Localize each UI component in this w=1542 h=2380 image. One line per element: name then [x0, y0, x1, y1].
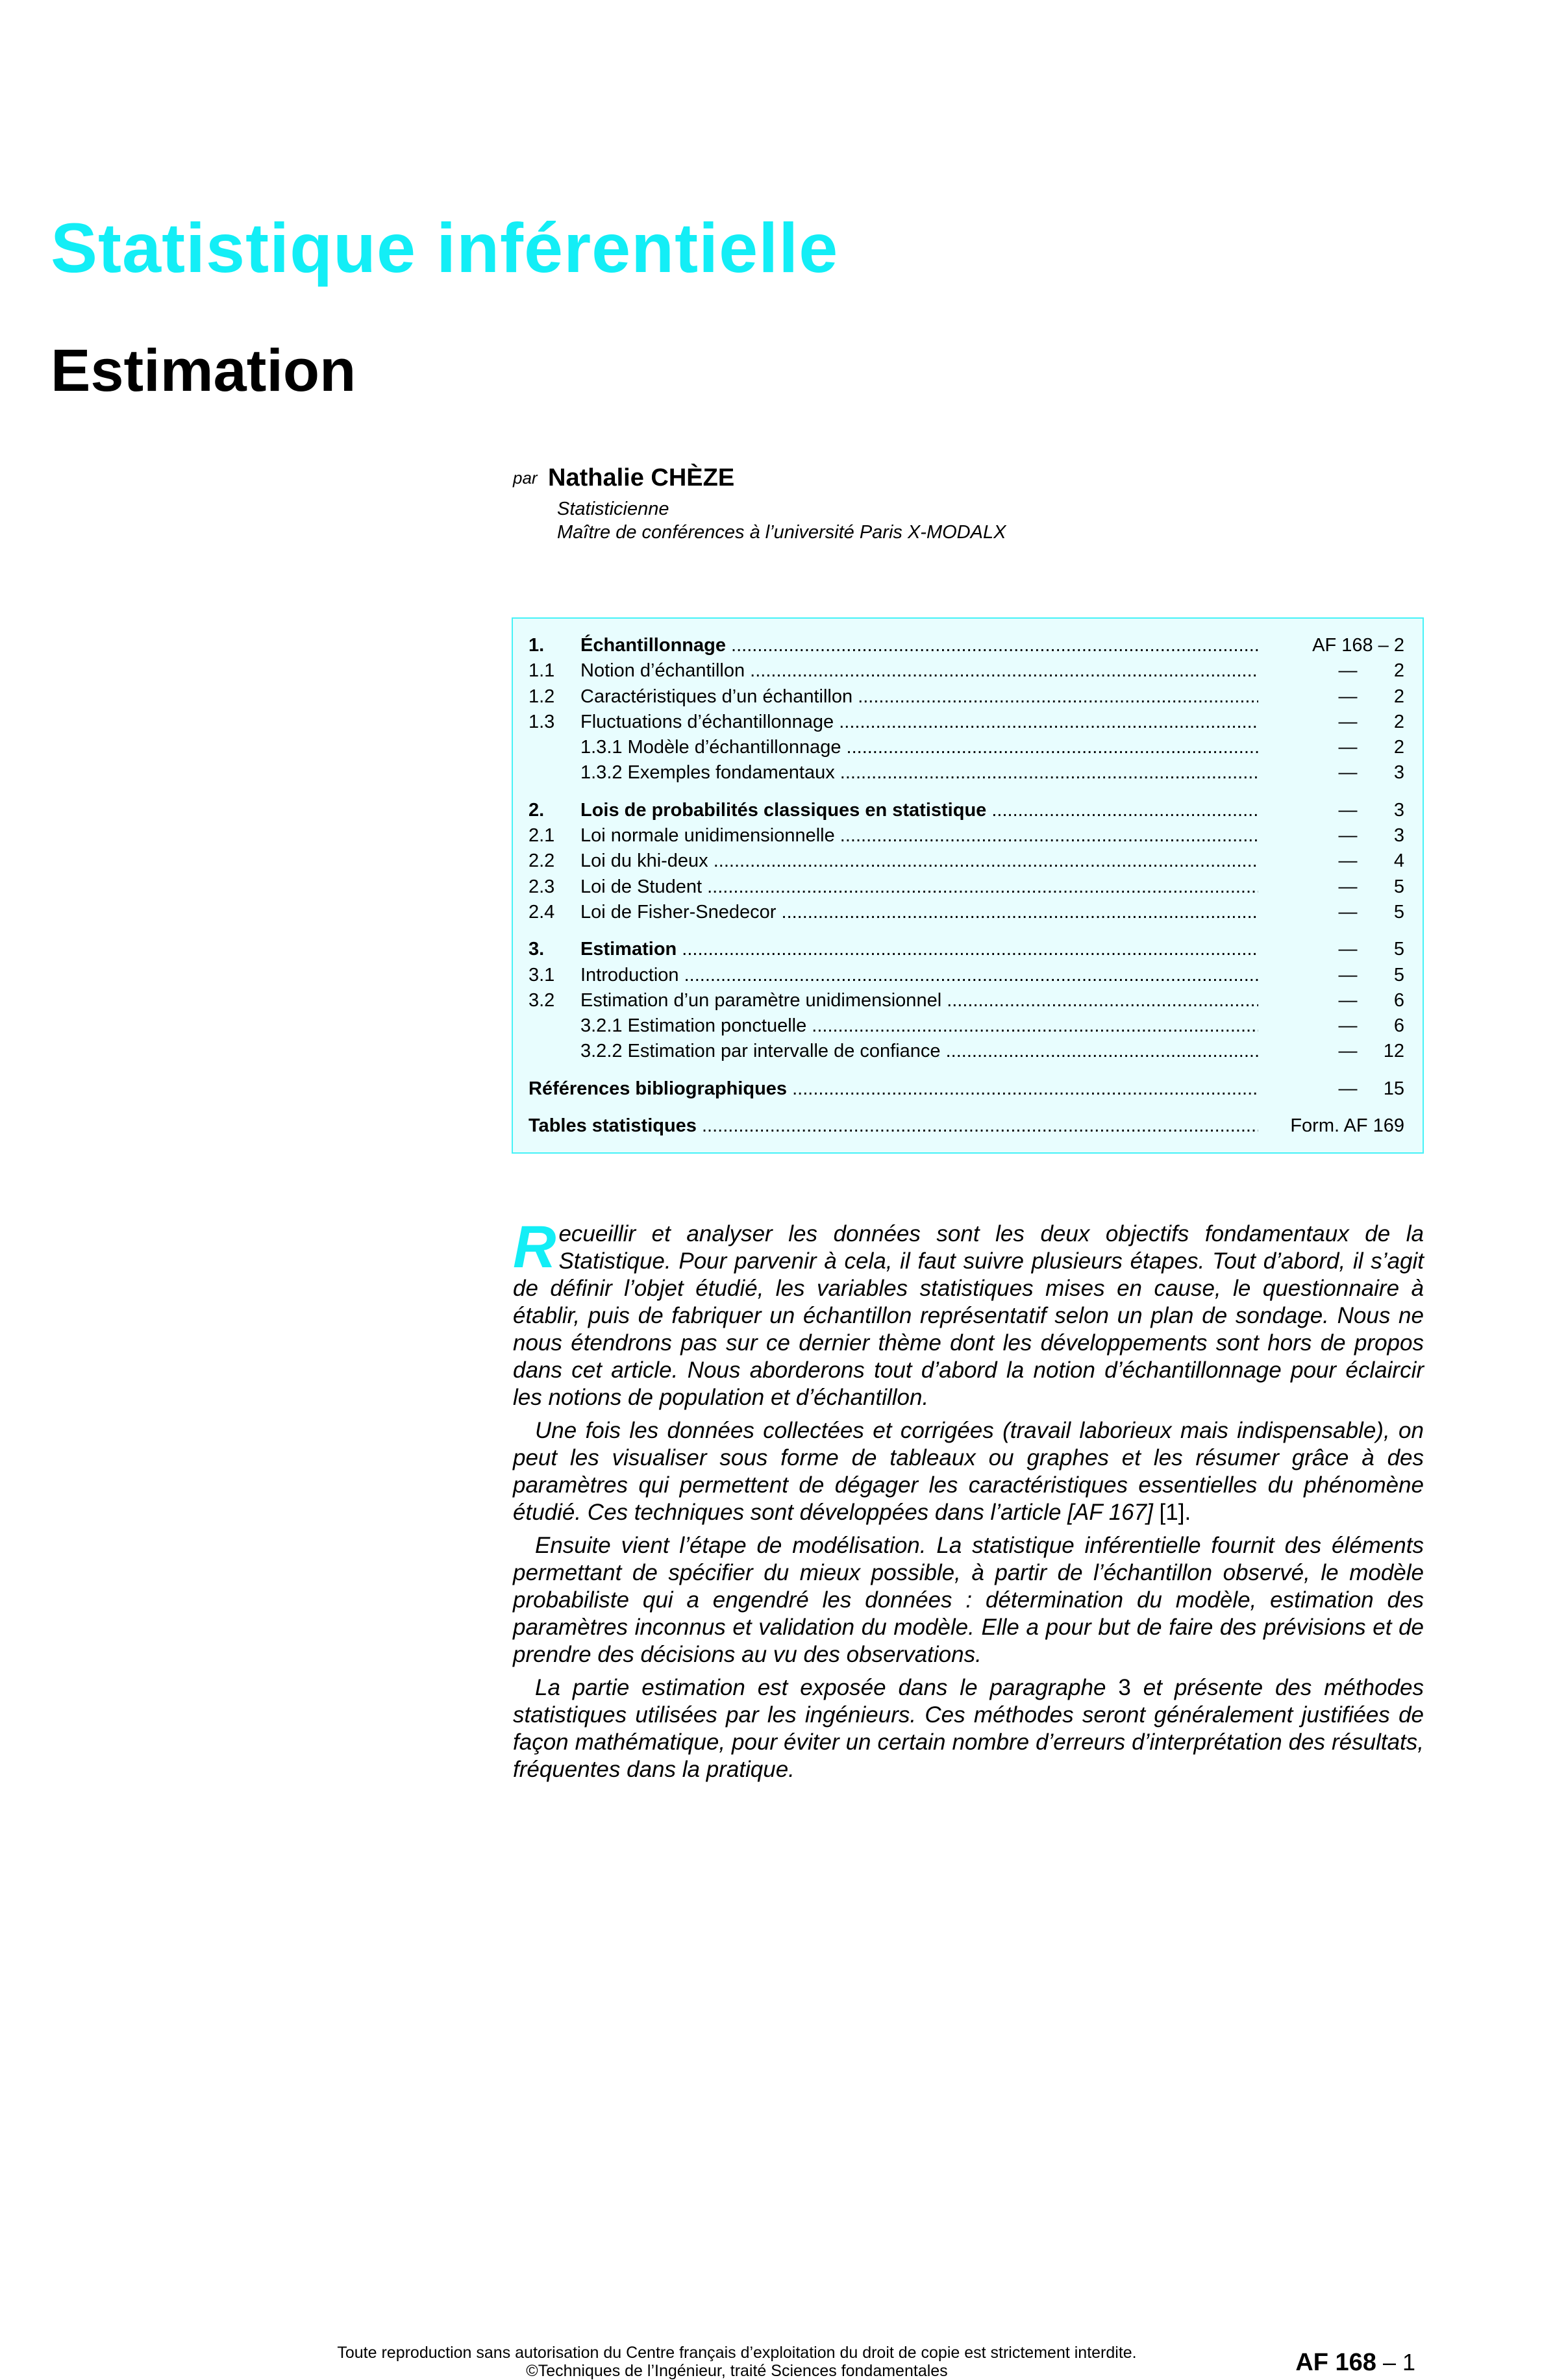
author-line: [513, 464, 734, 492]
toc-entry-text: Loi du khi-deux: [580, 850, 708, 872]
toc-page-ref: — 6: [1338, 989, 1404, 1011]
toc-number: 3.2: [529, 989, 555, 1011]
toc-row: [529, 988, 1404, 1013]
page-number: [1295, 2349, 1415, 2377]
toc-entry-text: Tables statistiques: [529, 1115, 697, 1137]
toc-entry-label: [580, 849, 1258, 874]
intro-paragraph-2: [513, 1417, 1424, 1526]
toc-entry-label: [580, 963, 1258, 988]
drop-cap: R: [513, 1214, 556, 1280]
page-title: Statistique inférentielle: [51, 208, 839, 287]
intro-paragraph-3: [513, 1532, 1424, 1668]
toc-entry-text: 3.2.2 Estimation par intervalle de confiance: [580, 1041, 941, 1062]
toc-number: 1.3: [529, 711, 555, 732]
toc-page-ref: — 6: [1338, 1015, 1404, 1037]
toc-number: 2.2: [529, 850, 555, 872]
toc-entry-label: [580, 710, 1258, 735]
toc-entry-text: Lois de probabilités classiques en statistique: [580, 799, 987, 821]
author-name: Nathalie CHÈZE: [548, 464, 735, 491]
toc-entry-label: [580, 937, 1258, 962]
toc-row: [529, 1039, 1404, 1064]
toc-page-ref: — 2: [1338, 737, 1404, 758]
intro-text-4b: et présente des méthodes statistiques utilisées par les ingénieurs. Ces méthodes seront généralement justifiées de façon mathématique, pour éviter un certain nombre d’erreurs d’interprétation des résultats, fréquentes dans la pratique.: [513, 1675, 1424, 1782]
document-ref: AF 168: [1295, 2349, 1376, 2376]
toc-page-ref: — 2: [1338, 660, 1404, 682]
toc-row: [529, 658, 1404, 684]
toc-row: [529, 937, 1404, 962]
toc-entry-label: [580, 1013, 1258, 1039]
toc-number: 2.1: [529, 825, 555, 847]
toc-page-ref: — 15: [1338, 1078, 1404, 1099]
toc-entry-text: 1.3.2 Exemples fondamentaux: [580, 762, 835, 784]
toc-entry-label: [580, 823, 1258, 849]
author-role: Statisticienne: [557, 499, 669, 519]
toc-entry-text: 3.2.1 Estimation ponctuelle: [580, 1015, 807, 1037]
toc-row: [529, 735, 1404, 760]
intro-paragraph-1: [513, 1214, 1424, 1411]
toc-entry-text: Loi de Student: [580, 876, 703, 897]
copyright-notice: Toute reproduction sans autorisation du Centre français d’exploitation du droit de copie est strictement interdite.: [337, 2344, 1137, 2362]
intro-paragraph-4: [513, 1674, 1424, 1783]
author-prefix: par: [513, 468, 538, 488]
toc-entry-label: [580, 760, 1258, 786]
toc-page-ref: — 5: [1338, 964, 1404, 985]
toc-row: [529, 849, 1404, 874]
toc-entry-text: Estimation: [580, 939, 677, 960]
toc-row: [529, 1076, 1404, 1102]
toc-page-ref: — 3: [1338, 825, 1404, 847]
toc-row: [529, 798, 1404, 823]
toc-page-ref: — 2: [1338, 686, 1404, 707]
toc-entry-label: [529, 1113, 1258, 1139]
toc-row: [529, 1013, 1404, 1039]
introduction: [513, 1214, 1424, 1789]
toc-entry-text: Notion d’échantillon: [580, 660, 745, 682]
intro-text-4a: La partie estimation est exposée dans le paragraphe: [535, 1675, 1106, 1700]
toc-number: 2.: [529, 799, 545, 821]
toc-entry-text: Références bibliographiques: [529, 1078, 788, 1099]
toc-number: 1.1: [529, 660, 555, 682]
toc-row: [529, 633, 1404, 658]
toc-number: 1.2: [529, 686, 555, 707]
toc-number: 2.4: [529, 901, 555, 923]
author-affiliation: Maître de conférences à l’université Paris X-MODALX: [557, 522, 1006, 543]
toc-entry-label: [580, 900, 1258, 925]
page-subtitle: Estimation: [51, 338, 356, 404]
toc-page-ref: — 3: [1338, 799, 1404, 821]
toc-row: [529, 900, 1404, 925]
bibliography-ref: [1].: [1152, 1500, 1191, 1525]
toc-row: [529, 684, 1404, 710]
toc-entry-label: [529, 1076, 1258, 1102]
toc-entry-label: [580, 988, 1258, 1013]
toc-entry-text: Caractéristiques d’un échantillon: [580, 686, 853, 707]
toc-entry-label: [580, 684, 1258, 710]
toc-entry-text: Fluctuations d’échantillonnage: [580, 711, 834, 732]
toc-page-ref: — 2: [1338, 711, 1404, 732]
toc-page-ref: — 3: [1338, 762, 1404, 784]
section-ref: 3: [1106, 1675, 1143, 1700]
toc-entry-label: [580, 798, 1258, 823]
toc-entry-label: [580, 1039, 1258, 1064]
toc-row: [529, 710, 1404, 735]
intro-text-1: ecueillir et analyser les données sont les deux objectifs fondamentaux de la Statistique. Pour parvenir à cela, il faut suivre plusieurs étapes. Tout d’abord, il s’agit de définir l’objet étudié, les variables statistiques mises en cause, le questionnaire à établir, puis de fabriquer un échantillon représentatif selon un plan de sondage. Nous ne nous étendrons pas sur ce dernier thème dont les développements sont hors de propos dans cet article. Nous aborderons tout d’abord la notion d’échantillonnage pour éclaircir les notions de population et d’échantillon.: [513, 1221, 1424, 1410]
page-suffix: – 1: [1376, 2349, 1415, 2375]
toc-entry-label: [580, 633, 1258, 658]
toc-number: 3.1: [529, 964, 555, 985]
toc-row: [529, 874, 1404, 900]
toc-number: 3.: [529, 939, 545, 960]
toc-entry-label: [580, 735, 1258, 760]
table-of-contents: [512, 617, 1424, 1154]
toc-entry-text: Loi normale unidimensionnelle: [580, 825, 835, 847]
toc-number: 1.: [529, 635, 545, 656]
toc-page-ref: AF 168 – 2: [1312, 635, 1404, 656]
intro-text-3: Ensuite vient l’étape de modélisation. La statistique inférentielle fournit des éléments permettant de spécifier du mieux possible, à partir de l’échantillon observé, le modèle probabiliste qui a engendré les données : détermination du modèle, estimation des paramètres inconnus et validation du modèle. Elle a pour but de faire des prévisions et de prendre des décisions au vu des observations.: [513, 1533, 1424, 1667]
toc-row: [529, 1113, 1404, 1139]
toc-entry-text: Échantillonnage: [580, 635, 726, 656]
toc-page-ref: — 5: [1338, 939, 1404, 960]
toc-page-ref: Form. AF 169: [1290, 1115, 1404, 1137]
toc-row: [529, 760, 1404, 786]
toc-page-ref: — 4: [1338, 850, 1404, 872]
toc-entry-text: Estimation d’un paramètre unidimensionnel: [580, 989, 942, 1011]
intro-text-2: Une fois les données collectées et corrigées (travail laborieux mais indispensable), on peut les visualiser sous forme de tableaux ou graphes et les résumer grâce à des paramètres qui permettent de dégager les caractéristiques essentielles du phénomène étudié. Ces techniques sont développées dans l’article [AF 167]: [513, 1418, 1424, 1525]
toc-page-ref: — 5: [1338, 876, 1404, 897]
toc-page-ref: — 12: [1338, 1041, 1404, 1062]
publisher-notice: ©Techniques de l’Ingénieur, traité Sciences fondamentales: [526, 2362, 948, 2380]
toc-entry-label: [580, 658, 1258, 684]
toc-row: [529, 963, 1404, 988]
toc-row: [529, 823, 1404, 849]
toc-number: 2.3: [529, 876, 555, 897]
toc-entry-text: 1.3.1 Modèle d’échantillonnage: [580, 737, 841, 758]
toc-entry-text: Loi de Fisher-Snedecor: [580, 901, 777, 923]
toc-page-ref: — 5: [1338, 901, 1404, 923]
toc-entry-text: Introduction: [580, 964, 679, 985]
toc-entry-label: [580, 874, 1258, 900]
